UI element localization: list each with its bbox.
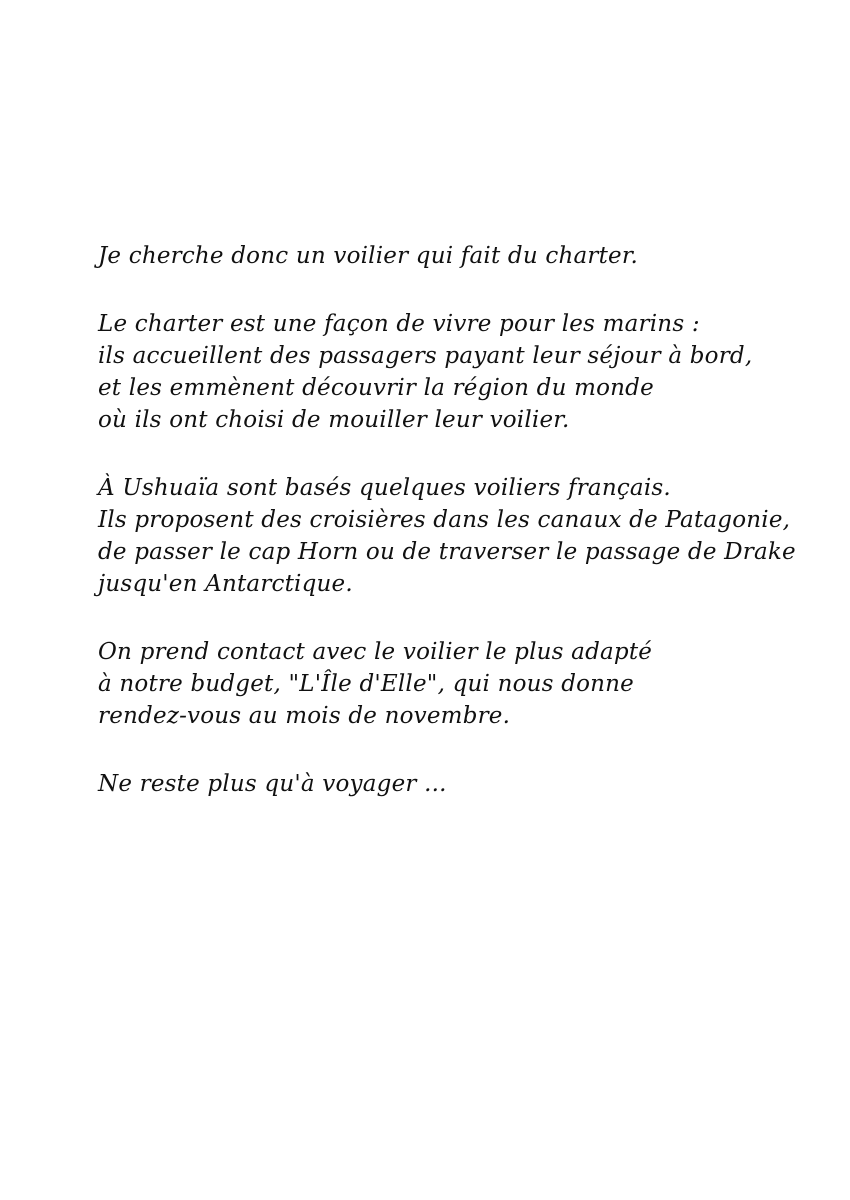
text-line: à notre budget, "L'Île d'Elle", qui nous donne: [98, 671, 634, 697]
text-line: À Ushuaïa sont basés quelques voiliers français.: [98, 475, 671, 501]
paragraph-ushuaia: [98, 472, 796, 600]
text-line: ils accueillent des passagers payant leur séjour à bord,: [98, 343, 753, 369]
text-line: jusqu'en Antarctique.: [98, 571, 353, 597]
text-line: Ne reste plus qu'à voyager ...: [98, 771, 447, 797]
text-line: Le charter est une façon de vivre pour les marins :: [98, 311, 700, 337]
text-line: où ils ont choisi de mouiller leur voilier.: [98, 407, 570, 433]
text-line: de passer le cap Horn ou de traverser le passage de Drake: [98, 539, 796, 565]
paragraph-contact: [98, 636, 738, 732]
handwritten-text: [98, 240, 796, 836]
text-line: Je cherche donc un voilier qui fait du charter.: [98, 243, 639, 269]
paragraph-closing: [98, 768, 738, 800]
text-line: rendez-vous au mois de novembre.: [98, 703, 511, 729]
paragraph-charter-search: [98, 240, 738, 272]
text-line: On prend contact avec le voilier le plus adapté: [98, 639, 653, 665]
text-line: et les emmènent découvrir la région du monde: [98, 375, 654, 401]
text-line: Ils proposent des croisières dans les canaux de Patagonie,: [98, 507, 791, 533]
paragraph-charter-definition: [98, 308, 753, 436]
